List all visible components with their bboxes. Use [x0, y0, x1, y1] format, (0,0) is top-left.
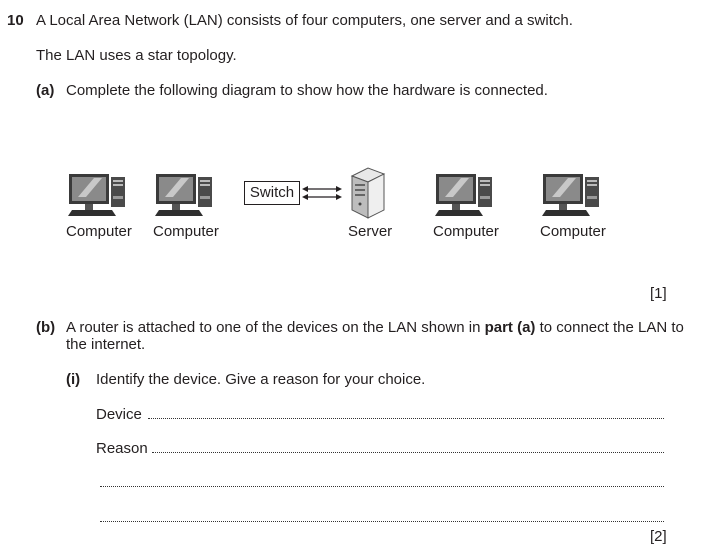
part-b-text-line1	[66, 319, 684, 336]
part-b-i-marks: [2]	[650, 528, 667, 545]
topology-statement: The LAN uses a star topology.	[36, 47, 237, 64]
part-b-label: (b)	[36, 319, 56, 336]
device-answer-label: Device	[96, 406, 142, 423]
reason-answer-line-2[interactable]	[100, 486, 664, 487]
computer-icon	[155, 172, 215, 220]
device-label-server: Server	[348, 223, 393, 240]
device-label-computer-4: Computer	[540, 223, 606, 240]
part-a-marks: [1]	[650, 285, 667, 302]
reason-answer-label: Reason	[96, 440, 148, 457]
computer-icon	[68, 172, 128, 220]
part-a-label: (a)	[36, 82, 55, 99]
device-label-computer-2: Computer	[153, 223, 219, 240]
device-label-computer-3: Computer	[433, 223, 499, 240]
reason-answer-line-3[interactable]	[100, 521, 664, 522]
part-b-text-2: to connect the LAN to	[535, 319, 684, 336]
device-label-computer-1: Computer	[66, 223, 132, 240]
double-arrow-icon	[302, 184, 342, 202]
part-b-text-1: A router is attached to one of the devices on the LAN shown in	[66, 319, 485, 336]
computer-icon	[435, 172, 495, 220]
question-number: 10	[7, 12, 24, 29]
reason-answer-line-1[interactable]	[152, 452, 664, 453]
switch-box: Switch	[244, 181, 300, 205]
part-b-text-bold: part (a)	[484, 319, 536, 336]
part-a-text: Complete the following diagram to show how the hardware is connected.	[66, 82, 548, 99]
computer-icon	[542, 172, 602, 220]
part-b-text-line2: the internet.	[66, 336, 146, 353]
question-stem: A Local Area Network (LAN) consists of four computers, one server and a switch.	[36, 12, 573, 29]
device-answer-line[interactable]	[148, 418, 664, 419]
part-b-i-text: Identify the device. Give a reason for your choice.	[96, 371, 426, 388]
server-icon	[348, 166, 388, 220]
part-b-i-label: (i)	[66, 371, 81, 388]
